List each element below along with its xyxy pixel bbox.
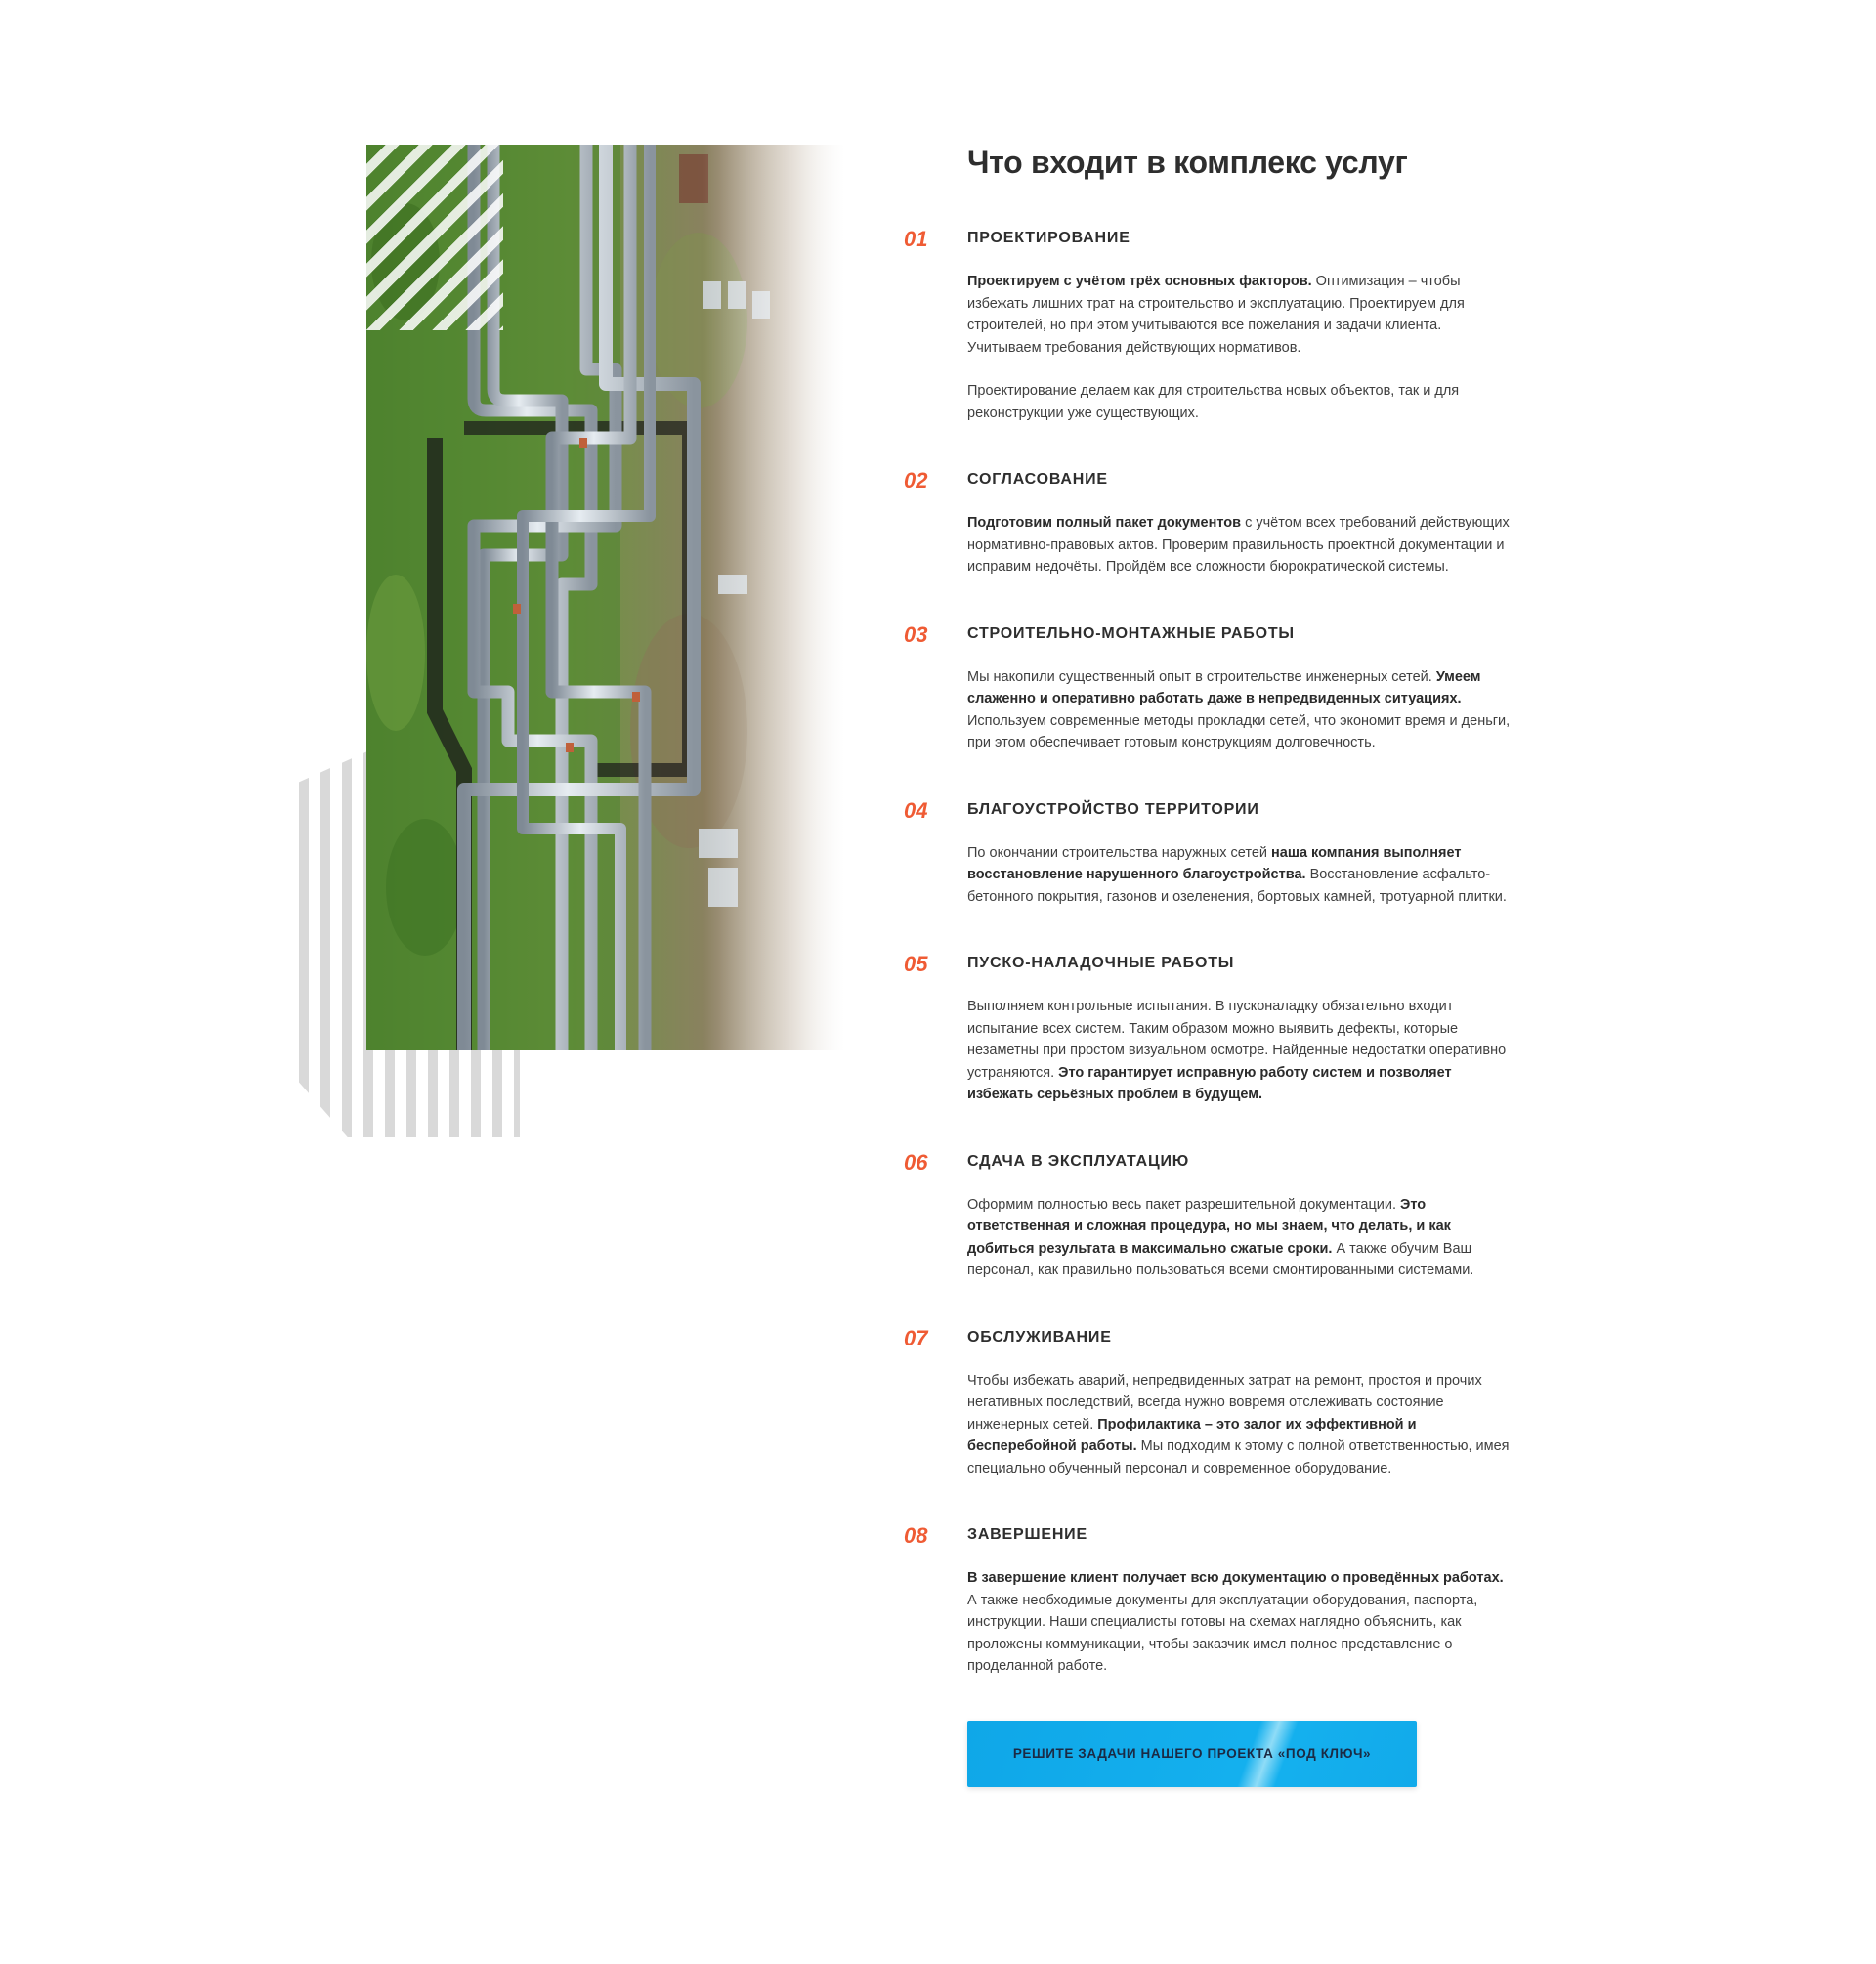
step-title: ЗАВЕРШЕНИЕ: [967, 1526, 1087, 1543]
step-paragraph: [967, 1370, 1514, 1480]
step-description: [967, 1370, 1514, 1480]
step-number: 06: [904, 1149, 928, 1174]
step-paragraph: [967, 1194, 1514, 1282]
step-number: 07: [904, 1325, 928, 1350]
emphasis-text: наша компания выполняет восстановление нарушенного благоустройства.: [967, 844, 1462, 882]
service-step: [904, 952, 1510, 1106]
step-number: 05: [904, 952, 928, 976]
step-number: 03: [904, 621, 928, 647]
emphasis-text: Это ответственная и сложная процедура, но мы знаем, что делать, и как добиться результата в максимально сжатые сроки.: [967, 1196, 1451, 1257]
body-text: Мы подходим к этому с полной ответственностью, имея специально обученный персонал и современное оборудование.: [967, 1438, 1510, 1476]
service-step: [904, 1325, 1510, 1480]
emphasis-text: Профилактика – это залог их эффективной и бесперебойной работы.: [967, 1416, 1417, 1454]
emphasis-text: Проектируем с учётом трёх основных факторов.: [967, 274, 1312, 289]
body-text: Оформим полностью весь пакет разрешительной документации.: [967, 1196, 1401, 1213]
step-paragraph: [967, 842, 1514, 909]
step-number: 08: [904, 1523, 928, 1548]
body-text: Оптимизация – чтобы избежать лишних трат на строительство и эксплуатацию. Проектируем для строителей, но при этом учитываются все пожелания и задачи клиента. Учитываем требования действующих нормативов.: [967, 274, 1465, 356]
service-step: [904, 227, 1510, 424]
step-title: СДАЧА В ЭКСПЛУАТАЦИЮ: [967, 1152, 1190, 1170]
step-title: ПУСКО-НАЛАДОЧНЫЕ РАБОТЫ: [967, 955, 1235, 971]
service-step: [904, 1523, 1510, 1678]
service-step: [904, 621, 1511, 754]
step-description: [967, 1194, 1514, 1282]
service-step: [904, 468, 1510, 578]
emphasis-text: Умеем слаженно и оперативно работать даже в непредвиденных ситуациях.: [967, 668, 1481, 706]
step-paragraph: [967, 1567, 1514, 1678]
step-description: [967, 1567, 1514, 1678]
step-paragraph: [967, 996, 1514, 1106]
service-step: [904, 1149, 1510, 1282]
body-text: По окончании строительства наружных сетей: [967, 844, 1272, 861]
body-text: Чтобы избежать аварий, непредвиденных затрат на ремонт, простоя и прочих негативных последствий, всегда нужно вовремя отслеживать состояние инженерных сетей.: [967, 1372, 1482, 1432]
body-text: Выполняем контрольные испытания. В пусконаладку обязательно входит испытание всех систем. Таким образом можно выявить дефекты, которые незаметны при простом визуальном осмотре. Найденные недостатки оперативно устраняются.: [967, 999, 1507, 1081]
service-step: [904, 797, 1510, 909]
body-text: А также обучим Ваш персонал, как правильно пользоваться всеми смонтированными системами.: [967, 1240, 1474, 1278]
emphasis-text: Это гарантирует исправную работу систем и позволяет избежать серьёзных проблем в будущем.: [967, 1064, 1452, 1102]
body-text: Проектирование делаем как для строительства новых объектов, так и для реконструкции уже существующих.: [967, 383, 1460, 421]
step-paragraph: [967, 512, 1514, 578]
body-text: Мы накопили существенный опыт в строительстве инженерных сетей.: [967, 668, 1436, 685]
body-text: Используем современные методы прокладки сетей, что экономит время и деньги, при этом обеспечивает готовым конструкциям долговечность.: [967, 712, 1511, 750]
step-paragraph: [967, 380, 1514, 424]
step-number: 01: [904, 227, 928, 251]
step-paragraph: [967, 666, 1514, 754]
step-number: 04: [904, 797, 928, 823]
step-title: СТРОИТЕЛЬНО-МОНТАЖНЫЕ РАБОТЫ: [967, 624, 1295, 642]
steps-list: [904, 227, 1511, 1678]
emphasis-text: В завершение клиент получает всю документацию о проведённых работах.: [967, 1570, 1504, 1586]
step-description: [967, 666, 1514, 754]
body-text: Восстановление асфальто-бетонного покрытия, газонов и озеленения, бортовых камней, тротуарной плитки.: [967, 867, 1507, 905]
emphasis-text: Подготовим полный пакет документов: [967, 515, 1242, 531]
step-description: [967, 842, 1514, 909]
section-title: Что входит в комплекс услуг: [967, 145, 1408, 180]
step-title: ПРОЕКТИРОВАНИЕ: [967, 230, 1130, 246]
diagonal-stripes-decor-icon: [366, 145, 503, 330]
step-description: [967, 996, 1514, 1106]
step-title: ОБСЛУЖИВАНИЕ: [967, 1328, 1112, 1345]
step-description: [967, 512, 1514, 578]
step-title: СОГЛАСОВАНИЕ: [967, 471, 1108, 488]
services-section: [904, 145, 1510, 1787]
step-title: БЛАГОУСТРОЙСТВО ТЕРРИТОРИИ: [967, 800, 1259, 818]
step-description: [967, 271, 1514, 424]
turnkey-cta-button[interactable]: РЕШИТЕ ЗАДАЧИ НАШЕГО ПРОЕКТА «ПОД КЛЮЧ»: [967, 1721, 1417, 1787]
step-paragraph: [967, 271, 1514, 359]
body-text: А также необходимые документы для эксплуатации оборудования, паспорта, инструкции. Наши специалисты готовы на схемах наглядно объяснить, как проложены коммуникации, чтобы заказчик имел полное представление о проделанной работе.: [967, 1592, 1478, 1674]
photo-fade-overlay: [704, 145, 870, 1050]
body-text: с учётом всех требований действующих нормативно-правовых актов. Проверим правильность проектной документации и исправим недочёты. Пройдём все сложности бюрократической системы.: [967, 515, 1510, 575]
step-number: 02: [904, 468, 928, 492]
